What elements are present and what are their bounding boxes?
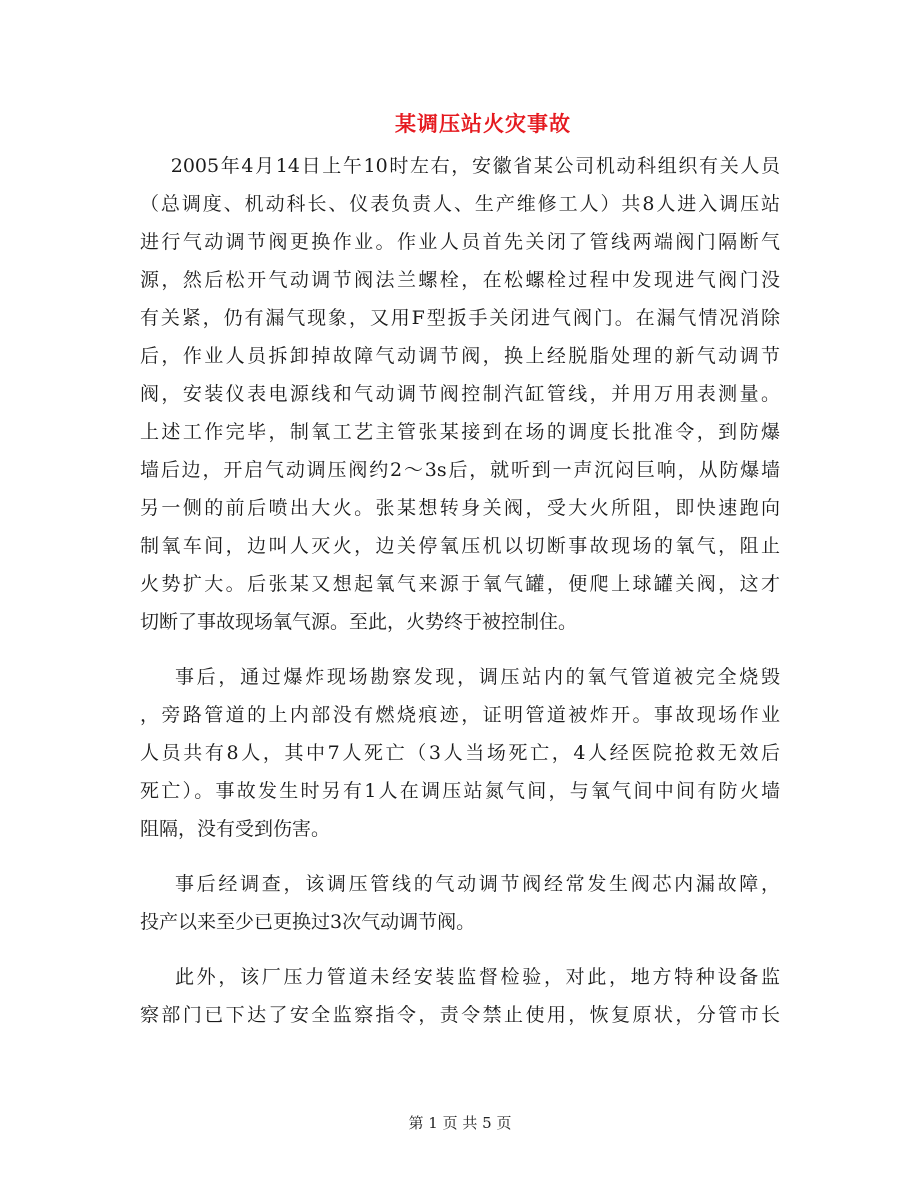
page-footer: 第 1 页 共 5 页 [408,1114,512,1132]
text-line: 有关紧，仍有漏气现象，又用F型扳手关闭进气阀门。在漏气情况消除 [140,307,780,329]
text-line: ，旁路管道的上内部没有燃烧痕迹，证明管道被炸开。事故现场作业 [140,704,780,726]
document-title: 某调压站火灾事故 [395,111,571,136]
text-line: 后，作业人员拆卸掉故障气动调节阀，换上经脱脂处理的新气动调节 [140,345,780,367]
text-line: 切断了事故现场氧气源。至此，火势终于被控制住。 [140,611,578,633]
paragraph-4 [140,958,780,1034]
text-line: 上述工作完毕，制氧工艺主管张某接到在场的调度长批准令，到防爆 [140,421,780,443]
text-line: 死亡）。事故发生时另有1人在调压站氮气间，与氧气间中间有防火墙 [140,780,780,802]
text-line: 源，然后松开气动调节阀法兰螺栓，在松螺栓过程中发现进气阀门没 [140,269,780,291]
text-line: 火势扩大。后张某又想起氧气来源于氧气罐，便爬上球罐关阀，这才 [140,573,780,595]
text-line: 事后，通过爆炸现场勘察发现，调压站内的氧气管道被完全烧毁 [140,666,780,688]
text-line: 阀，安装仪表电源线和气动调节阀控制汽缸管线，并用万用表测量。 [140,383,780,405]
text-line: 此外，该厂压力管道未经安装监督检验，对此，地方特种设备监 [140,966,780,988]
text-line: 另一侧的前后喷出大火。张某想转身关阀，受大火所阻，即快速跑向 [140,497,780,519]
paragraph-1 [140,147,780,641]
text-line: 投产以来至少已更换过3次气动调节阀。 [140,911,476,933]
paragraph-2 [140,658,780,848]
text-line: 阻隔，没有受到伤害。 [140,818,331,840]
document-body [140,147,780,1034]
paragraph-gap [140,641,780,658]
paragraph-gap [140,848,780,865]
text-line: 人员共有8人，其中7人死亡（3人当场死亡，4人经医院抢救无效后 [140,742,780,764]
text-line: 事后经调查，该调压管线的气动调节阀经常发生阀芯内漏故障， [140,873,780,895]
text-line: 制氧车间，边叫人灭火，边关停氧压机以切断事故现场的氧气，阻止 [140,535,780,557]
text-line: 墙后边，开启气动调压阀约2～3s后，就听到一声沉闷巨响，从防爆墙 [140,459,780,481]
text-line: 2005年4月14日上午10时左右，安徽省某公司机动科组织有关人员 [140,155,780,177]
text-line: （总调度、机动科长、仪表负责人、生产维修工人）共8人进入调压站 [140,193,780,215]
text-line: 进行气动调节阀更换作业。作业人员首先关闭了管线两端阀门隔断气 [140,231,780,253]
paragraph-gap [140,941,780,958]
text-line: 察部门已下达了安全监察指令，责令禁止使用，恢复原状，分管市长 [140,1004,780,1026]
paragraph-3 [140,865,780,941]
